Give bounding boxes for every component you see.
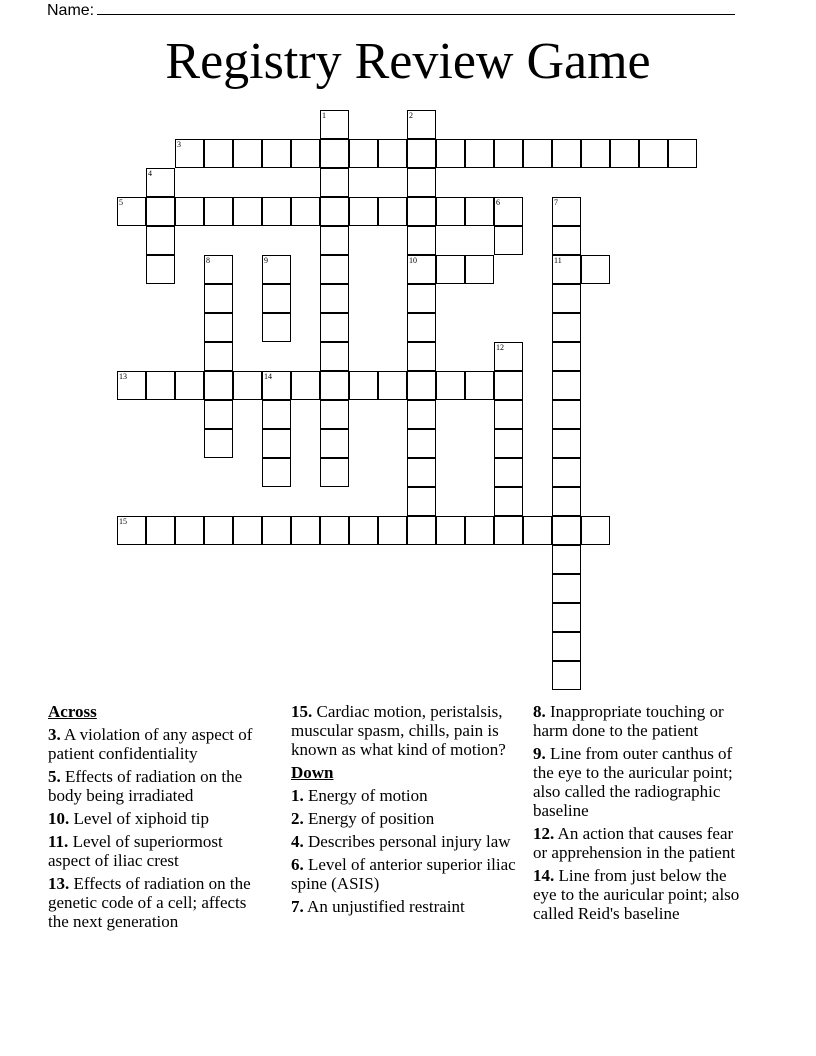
grid-cell[interactable] xyxy=(407,487,436,516)
clue-number: 13 xyxy=(119,372,127,381)
grid-cell[interactable] xyxy=(494,226,523,255)
grid-cell[interactable] xyxy=(349,371,378,400)
grid-cell[interactable] xyxy=(262,458,291,487)
clues-column-2 xyxy=(291,702,523,920)
grid-cell[interactable] xyxy=(175,516,204,545)
grid-cell[interactable] xyxy=(581,516,610,545)
grid-cell[interactable] xyxy=(262,255,291,284)
grid-cell[interactable] xyxy=(233,197,262,226)
clue-across-11: 11. Level of superiormost aspect of iliac crest xyxy=(48,832,223,870)
grid-cell[interactable] xyxy=(262,313,291,342)
grid-cell[interactable] xyxy=(146,371,175,400)
clue-number: 3 xyxy=(177,140,181,149)
clue-across-15: 15. Cardiac motion, peristalsis, muscular spasm, chills, pain is known as what kind of motion? xyxy=(291,702,506,759)
grid-cell[interactable] xyxy=(581,255,610,284)
clue-down-8: 8. Inappropriate touching or harm done to the patient xyxy=(533,702,724,740)
grid-cell[interactable] xyxy=(436,197,465,226)
grid-cell[interactable] xyxy=(320,371,349,400)
grid-cell[interactable] xyxy=(407,139,436,168)
grid-cell[interactable] xyxy=(117,516,146,545)
grid-cell[interactable] xyxy=(320,139,349,168)
grid-cell[interactable] xyxy=(407,226,436,255)
grid-cell[interactable] xyxy=(407,313,436,342)
grid-cell[interactable] xyxy=(378,371,407,400)
grid-cell[interactable] xyxy=(407,516,436,545)
grid-cell[interactable] xyxy=(233,139,262,168)
grid-cell[interactable] xyxy=(378,197,407,226)
grid-cell[interactable] xyxy=(465,139,494,168)
grid-cell[interactable] xyxy=(204,197,233,226)
grid-cell[interactable] xyxy=(146,197,175,226)
grid-cell[interactable] xyxy=(204,284,233,313)
grid-cell[interactable] xyxy=(262,371,291,400)
grid-cell[interactable] xyxy=(262,139,291,168)
grid-cell[interactable] xyxy=(465,516,494,545)
grid-cell[interactable] xyxy=(494,371,523,400)
grid-cell[interactable] xyxy=(407,342,436,371)
grid-cell[interactable] xyxy=(291,197,320,226)
grid-cell[interactable] xyxy=(233,371,262,400)
grid-cell[interactable] xyxy=(552,284,581,313)
clue-number: 5 xyxy=(119,198,123,207)
grid-cell[interactable] xyxy=(494,400,523,429)
grid-cell[interactable] xyxy=(494,139,523,168)
clue-number: 10 xyxy=(409,256,417,265)
grid-cell[interactable] xyxy=(436,255,465,284)
grid-cell[interactable] xyxy=(320,197,349,226)
clue-number: 7 xyxy=(554,198,558,207)
clue-across-10: 10. Level of xiphoid tip xyxy=(48,809,210,828)
clue-number: 14 xyxy=(264,372,272,381)
grid-cell[interactable] xyxy=(146,255,175,284)
clues-column-3 xyxy=(533,702,748,927)
grid-cell[interactable] xyxy=(465,371,494,400)
grid-cell[interactable] xyxy=(523,139,552,168)
grid-cell[interactable] xyxy=(378,516,407,545)
clue-down-2: 2. Energy of position xyxy=(291,809,435,828)
name-underline[interactable] xyxy=(97,0,735,15)
grid-cell[interactable] xyxy=(204,429,233,458)
clue-down-9: 9. Line from outer canthus of the eye to the auricular point; also called the radiographic baseline xyxy=(533,744,733,820)
grid-cell[interactable] xyxy=(494,342,523,371)
grid-cell[interactable] xyxy=(262,197,291,226)
grid-cell[interactable] xyxy=(320,255,349,284)
clue-number: 15 xyxy=(119,517,127,526)
grid-cell[interactable] xyxy=(407,255,436,284)
grid-cell[interactable] xyxy=(581,139,610,168)
clue-across-5: 5. Effects of radiation on the body being irradiated xyxy=(48,767,243,805)
grid-cell[interactable] xyxy=(436,516,465,545)
grid-cell[interactable] xyxy=(552,400,581,429)
clue-number: 11 xyxy=(554,256,562,265)
clue-across-3: 3. A violation of any aspect of patient confidentiality xyxy=(48,725,253,763)
grid-cell[interactable] xyxy=(407,458,436,487)
grid-cell[interactable] xyxy=(233,516,262,545)
grid-cell[interactable] xyxy=(320,168,349,197)
grid-cell[interactable] xyxy=(552,429,581,458)
clue-down-4: 4. Describes personal injury law xyxy=(291,832,511,851)
grid-cell[interactable] xyxy=(146,226,175,255)
name-label: Name: xyxy=(47,2,95,19)
grid-cell[interactable] xyxy=(175,371,204,400)
grid-cell[interactable] xyxy=(291,371,320,400)
grid-cell[interactable] xyxy=(552,661,581,690)
grid-cell[interactable] xyxy=(204,371,233,400)
grid-cell[interactable] xyxy=(552,139,581,168)
grid-cell[interactable] xyxy=(552,574,581,603)
clue-number: 4 xyxy=(148,169,152,178)
grid-cell[interactable] xyxy=(407,110,436,139)
grid-cell[interactable] xyxy=(552,197,581,226)
clue-number: 12 xyxy=(496,343,504,352)
grid-cell[interactable] xyxy=(552,632,581,661)
grid-cell[interactable] xyxy=(175,197,204,226)
grid-cell[interactable] xyxy=(291,516,320,545)
grid-cell[interactable] xyxy=(552,603,581,632)
grid-cell[interactable] xyxy=(552,226,581,255)
grid-cell[interactable] xyxy=(349,197,378,226)
clue-down-14: 14. Line from just below the eye to the auricular point; also called Reid's baseline xyxy=(533,866,740,923)
grid-cell[interactable] xyxy=(320,284,349,313)
grid-cell[interactable] xyxy=(523,516,552,545)
grid-cell[interactable] xyxy=(552,342,581,371)
across-header: Across xyxy=(48,702,97,721)
grid-cell[interactable] xyxy=(349,139,378,168)
grid-cell[interactable] xyxy=(204,139,233,168)
grid-cell[interactable] xyxy=(407,371,436,400)
grid-cell[interactable] xyxy=(407,168,436,197)
grid-cell[interactable] xyxy=(436,371,465,400)
clue-down-12: 12. An action that causes fear or apprehension in the patient xyxy=(533,824,736,862)
grid-cell[interactable] xyxy=(146,516,175,545)
grid-cell[interactable] xyxy=(262,429,291,458)
down-header: Down xyxy=(291,763,334,782)
grid-cell[interactable] xyxy=(552,255,581,284)
grid-cell[interactable] xyxy=(117,197,146,226)
grid-cell[interactable] xyxy=(262,516,291,545)
grid-cell[interactable] xyxy=(552,458,581,487)
grid-cell[interactable] xyxy=(204,342,233,371)
grid-cell[interactable] xyxy=(320,110,349,139)
grid-cell[interactable] xyxy=(465,197,494,226)
grid-cell[interactable] xyxy=(291,139,320,168)
clue-number: 6 xyxy=(496,198,500,207)
grid-cell[interactable] xyxy=(610,139,639,168)
grid-cell[interactable] xyxy=(407,400,436,429)
grid-cell[interactable] xyxy=(320,313,349,342)
grid-cell[interactable] xyxy=(465,255,494,284)
grid-cell[interactable] xyxy=(204,255,233,284)
clue-number: 2 xyxy=(409,111,413,120)
clue-number: 1 xyxy=(322,111,326,120)
grid-cell[interactable] xyxy=(436,139,465,168)
grid-cell[interactable] xyxy=(320,226,349,255)
grid-cell[interactable] xyxy=(407,284,436,313)
clue-number: 9 xyxy=(264,256,268,265)
name-field[interactable] xyxy=(47,0,735,20)
grid-cell[interactable] xyxy=(204,516,233,545)
grid-cell[interactable] xyxy=(668,139,697,168)
clues-column-1 xyxy=(48,702,260,935)
grid-cell[interactable] xyxy=(146,168,175,197)
grid-cell[interactable] xyxy=(262,284,291,313)
clue-across-13: 13. Effects of radiation on the genetic code of a cell; affects the next generation xyxy=(48,874,251,931)
clue-down-7: 7. An unjustified restraint xyxy=(291,897,465,916)
grid-cell[interactable] xyxy=(639,139,668,168)
grid-cell[interactable] xyxy=(117,371,146,400)
grid-cell[interactable] xyxy=(552,487,581,516)
grid-cell[interactable] xyxy=(175,139,204,168)
clue-down-6: 6. Level of anterior superior iliac spine (ASIS) xyxy=(291,855,516,893)
grid-cell[interactable] xyxy=(349,516,378,545)
grid-cell[interactable] xyxy=(494,197,523,226)
grid-cell[interactable] xyxy=(494,429,523,458)
grid-cell[interactable] xyxy=(320,516,349,545)
grid-cell[interactable] xyxy=(320,400,349,429)
grid-cell[interactable] xyxy=(320,458,349,487)
grid-cell[interactable] xyxy=(262,400,291,429)
grid-cell[interactable] xyxy=(407,429,436,458)
grid-cell[interactable] xyxy=(378,139,407,168)
grid-cell[interactable] xyxy=(552,545,581,574)
page-title: Registry Review Game xyxy=(165,33,651,90)
grid-cell[interactable] xyxy=(494,516,523,545)
grid-cell[interactable] xyxy=(494,458,523,487)
grid-cell[interactable] xyxy=(494,487,523,516)
clue-down-1: 1. Energy of motion xyxy=(291,786,428,805)
grid-cell[interactable] xyxy=(204,400,233,429)
grid-cell[interactable] xyxy=(320,429,349,458)
grid-cell[interactable] xyxy=(320,342,349,371)
clue-number: 8 xyxy=(206,256,210,265)
grid-cell[interactable] xyxy=(552,371,581,400)
grid-cell[interactable] xyxy=(204,313,233,342)
grid-cell[interactable] xyxy=(407,197,436,226)
grid-cell[interactable] xyxy=(552,516,581,545)
grid-cell[interactable] xyxy=(552,313,581,342)
